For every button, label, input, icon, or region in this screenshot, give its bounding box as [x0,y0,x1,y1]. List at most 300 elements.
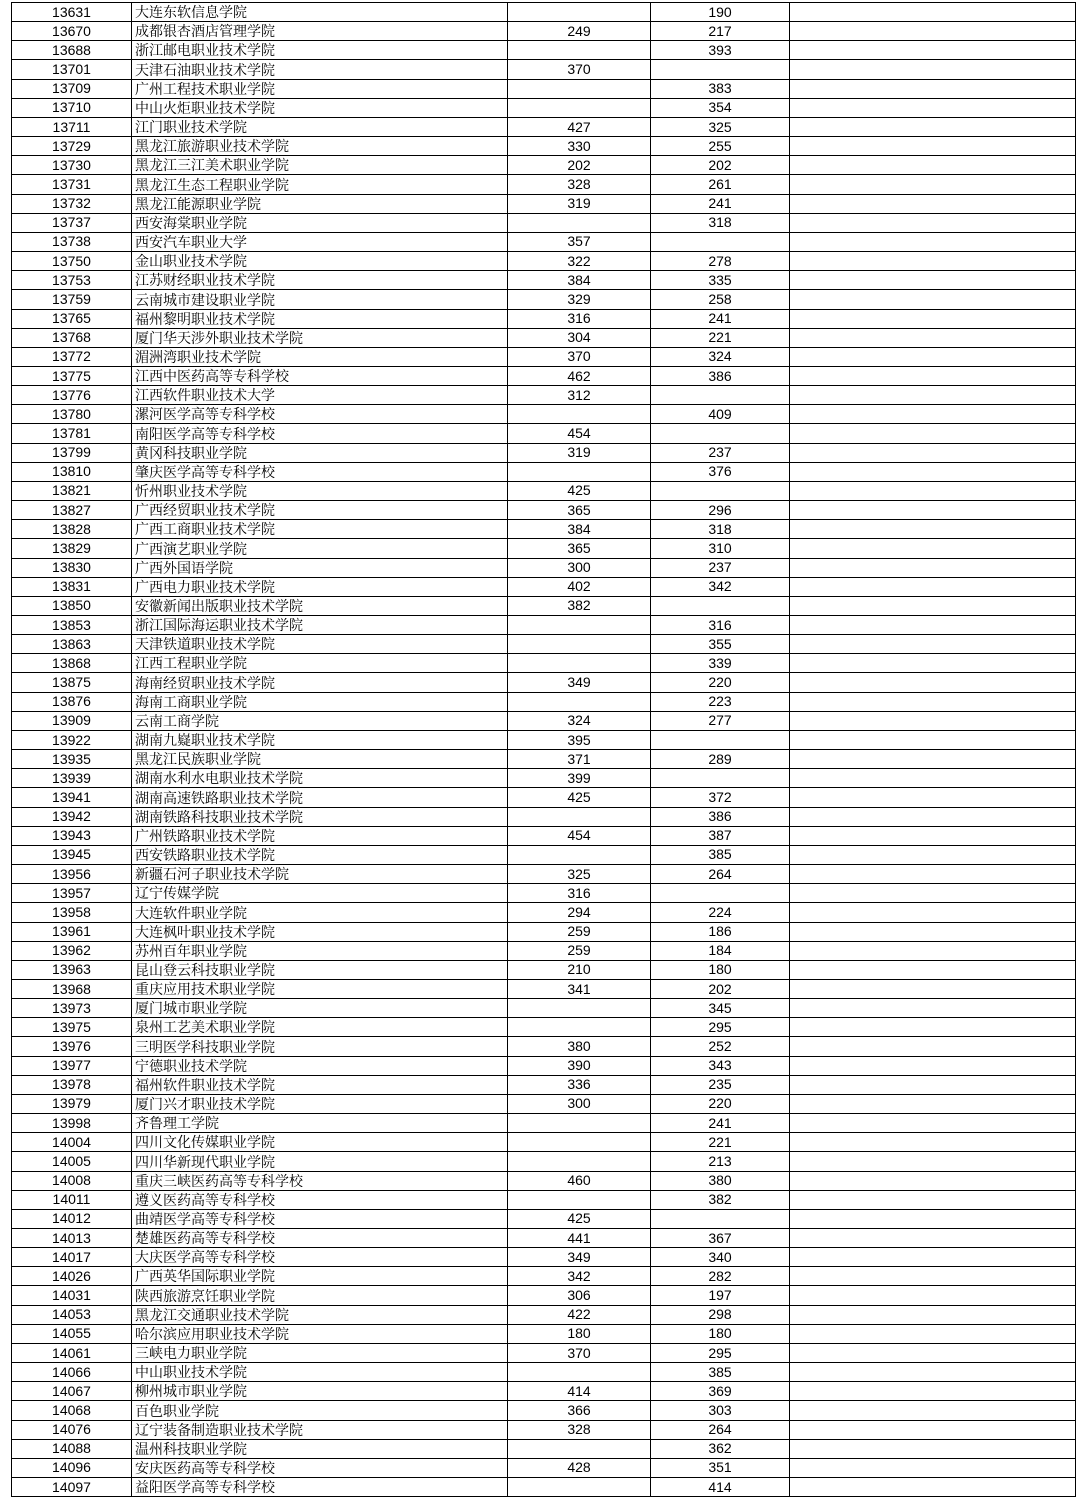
empty-cell [790,117,1076,136]
empty-cell [790,60,1076,79]
table-row [12,1056,1076,1075]
table-row [12,826,1076,845]
empty-cell [790,654,1076,673]
school-code-cell: 13850 [12,596,132,615]
school-name-cell: 广西电力职业技术学院 [132,577,508,596]
school-code-cell: 13821 [12,481,132,500]
table-row [12,769,1076,788]
table-row [12,3,1076,22]
score-col-2-cell [651,769,790,788]
table-row [12,903,1076,922]
table-row [12,884,1076,903]
table-row [12,577,1076,596]
school-name-cell: 柳州城市职业学院 [132,1382,508,1401]
empty-cell [790,979,1076,998]
score-col-2-cell: 318 [651,520,790,539]
empty-cell [790,1286,1076,1305]
empty-cell [790,1248,1076,1267]
table-row [12,1478,1076,1497]
school-code-cell: 14061 [12,1343,132,1362]
table-row [12,692,1076,711]
score-col-1-cell: 329 [508,290,651,309]
table-row [12,520,1076,539]
school-name-cell: 泉州工艺美术职业学院 [132,1018,508,1037]
school-name-cell: 三明医学科技职业学院 [132,1037,508,1056]
school-name-cell: 江西软件职业技术大学 [132,386,508,405]
score-col-1-cell: 371 [508,750,651,769]
school-code-cell: 13730 [12,156,132,175]
table-row [12,1075,1076,1094]
score-col-1-cell [508,616,651,635]
school-name-cell: 重庆三峡医药高等专科学校 [132,1171,508,1190]
school-name-cell: 大连枫叶职业技术学院 [132,922,508,941]
empty-cell [790,750,1076,769]
table-row [12,1190,1076,1209]
school-name-cell: 黑龙江能源职业学院 [132,194,508,213]
table-row [12,252,1076,271]
score-col-1-cell [508,1190,651,1209]
table-row [12,1286,1076,1305]
table-row [12,979,1076,998]
empty-cell [790,1267,1076,1286]
school-name-cell: 金山职业技术学院 [132,252,508,271]
score-col-2-cell: 372 [651,788,790,807]
score-col-1-cell [508,1363,651,1382]
school-code-cell: 13701 [12,60,132,79]
empty-cell [790,999,1076,1018]
school-name-cell: 云南城市建设职业学院 [132,290,508,309]
table-row [12,309,1076,328]
table-row [12,60,1076,79]
school-name-cell: 浙江邮电职业技术学院 [132,41,508,60]
table-row [12,558,1076,577]
school-name-cell: 广州铁路职业技术学院 [132,826,508,845]
empty-cell [790,635,1076,654]
school-code-cell: 13781 [12,424,132,443]
empty-cell [790,271,1076,290]
empty-cell [790,194,1076,213]
empty-cell [790,386,1076,405]
score-col-2-cell: 298 [651,1305,790,1324]
empty-cell [790,769,1076,788]
school-code-cell: 13799 [12,443,132,462]
school-code-cell: 13978 [12,1075,132,1094]
score-col-1-cell: 384 [508,520,651,539]
table-row [12,1152,1076,1171]
score-col-1-cell: 312 [508,386,651,405]
school-code-cell: 13810 [12,462,132,481]
school-code-cell: 13868 [12,654,132,673]
table-row [12,1439,1076,1458]
score-col-1-cell: 300 [508,558,651,577]
score-col-1-cell: 357 [508,232,651,251]
empty-cell [790,865,1076,884]
table-row [12,1018,1076,1037]
score-col-2-cell: 318 [651,213,790,232]
school-name-cell: 厦门兴才职业技术学院 [132,1094,508,1113]
school-code-cell: 13963 [12,960,132,979]
school-code-cell: 14013 [12,1229,132,1248]
score-col-2-cell: 339 [651,654,790,673]
score-col-1-cell: 460 [508,1171,651,1190]
school-code-cell: 13943 [12,826,132,845]
score-col-2-cell: 369 [651,1382,790,1401]
score-col-2-cell: 383 [651,79,790,98]
score-col-2-cell: 382 [651,1190,790,1209]
empty-cell [790,22,1076,41]
school-name-cell: 安庆医药高等专科学校 [132,1458,508,1477]
score-col-2-cell: 345 [651,999,790,1018]
score-col-1-cell: 341 [508,979,651,998]
table-row [12,1229,1076,1248]
table-row [12,673,1076,692]
table-row [12,462,1076,481]
empty-cell [790,1075,1076,1094]
empty-cell [790,941,1076,960]
score-col-1-cell: 249 [508,22,651,41]
table-row [12,1401,1076,1420]
score-col-2-cell [651,386,790,405]
school-code-cell: 13772 [12,347,132,366]
school-name-cell: 广西英华国际职业学院 [132,1267,508,1286]
score-col-1-cell: 399 [508,769,651,788]
table-row [12,711,1076,730]
score-col-2-cell: 197 [651,1286,790,1305]
score-col-1-cell [508,1133,651,1152]
score-col-2-cell: 202 [651,979,790,998]
school-code-cell: 13998 [12,1114,132,1133]
school-code-cell: 13710 [12,98,132,117]
score-col-1-cell: 380 [508,1037,651,1056]
school-name-cell: 黑龙江生态工程职业学院 [132,175,508,194]
score-col-2-cell [651,596,790,615]
school-code-cell: 13956 [12,865,132,884]
school-name-cell: 辽宁装备制造职业技术学院 [132,1420,508,1439]
school-name-cell: 湖南铁路科技职业技术学院 [132,807,508,826]
empty-cell [790,1171,1076,1190]
table-row [12,616,1076,635]
score-col-2-cell [651,481,790,500]
score-col-1-cell: 300 [508,1094,651,1113]
school-code-cell: 14012 [12,1209,132,1228]
score-col-1-cell [508,1439,651,1458]
school-code-cell: 13776 [12,386,132,405]
school-name-cell: 广州工程技术职业学院 [132,79,508,98]
table-row [12,1209,1076,1228]
score-col-1-cell: 441 [508,1229,651,1248]
school-code-cell: 13968 [12,979,132,998]
empty-cell [790,1152,1076,1171]
school-name-cell: 广西工商职业技术学院 [132,520,508,539]
empty-cell [790,1458,1076,1477]
empty-cell [790,290,1076,309]
score-col-2-cell [651,60,790,79]
score-col-2-cell [651,884,790,903]
school-code-cell: 14066 [12,1363,132,1382]
school-code-cell: 13631 [12,3,132,22]
table-row [12,941,1076,960]
score-col-2-cell: 237 [651,443,790,462]
empty-cell [790,1209,1076,1228]
school-code-cell: 14004 [12,1133,132,1152]
empty-cell [790,309,1076,328]
school-name-cell: 江西工程职业学院 [132,654,508,673]
score-col-1-cell: 425 [508,1209,651,1228]
school-code-cell: 14031 [12,1286,132,1305]
score-col-2-cell: 296 [651,501,790,520]
score-col-1-cell [508,654,651,673]
score-col-2-cell: 282 [651,1267,790,1286]
table-row [12,194,1076,213]
school-code-cell: 13962 [12,941,132,960]
score-col-1-cell [508,405,651,424]
empty-cell [790,137,1076,156]
school-name-cell: 肇庆医学高等专科学校 [132,462,508,481]
school-name-cell: 忻州职业技术学院 [132,481,508,500]
school-name-cell: 海南经贸职业技术学院 [132,673,508,692]
score-col-1-cell: 328 [508,1420,651,1439]
school-code-cell: 13957 [12,884,132,903]
school-code-cell: 13976 [12,1037,132,1056]
table-row [12,290,1076,309]
table-row [12,730,1076,749]
score-col-2-cell: 289 [651,750,790,769]
score-col-2-cell: 223 [651,692,790,711]
school-name-cell: 百色职业学院 [132,1401,508,1420]
school-code-cell: 14005 [12,1152,132,1171]
score-col-2-cell: 264 [651,865,790,884]
score-col-1-cell: 382 [508,596,651,615]
score-col-2-cell: 213 [651,1152,790,1171]
empty-cell [790,501,1076,520]
table-row [12,1382,1076,1401]
school-name-cell: 湄洲湾职业技术学院 [132,347,508,366]
school-code-cell: 13961 [12,922,132,941]
school-code-cell: 14026 [12,1267,132,1286]
score-col-1-cell: 365 [508,539,651,558]
school-code-cell: 13935 [12,750,132,769]
table-row [12,213,1076,232]
school-code-cell: 13732 [12,194,132,213]
table-row [12,22,1076,41]
empty-cell [790,1401,1076,1420]
school-code-cell: 13958 [12,903,132,922]
score-col-1-cell: 427 [508,117,651,136]
school-name-cell: 齐鲁理工学院 [132,1114,508,1133]
school-code-cell: 13853 [12,616,132,635]
school-name-cell: 四川华新现代职业学院 [132,1152,508,1171]
table-row [12,1324,1076,1343]
score-col-1-cell [508,692,651,711]
school-name-cell: 成都银杏酒店管理学院 [132,22,508,41]
score-col-2-cell: 252 [651,1037,790,1056]
score-col-2-cell [651,730,790,749]
score-col-2-cell: 221 [651,328,790,347]
table-row [12,750,1076,769]
score-col-2-cell: 261 [651,175,790,194]
school-code-cell: 13711 [12,117,132,136]
school-name-cell: 宁德职业技术学院 [132,1056,508,1075]
score-col-2-cell: 335 [651,271,790,290]
school-code-cell: 13829 [12,539,132,558]
empty-cell [790,328,1076,347]
school-code-cell: 13768 [12,328,132,347]
school-name-cell: 昆山登云科技职业学院 [132,960,508,979]
school-name-cell: 海南工商职业学院 [132,692,508,711]
score-col-2-cell: 241 [651,309,790,328]
school-name-cell: 曲靖医学高等专科学校 [132,1209,508,1228]
score-col-1-cell: 370 [508,1343,651,1362]
score-col-2-cell: 186 [651,922,790,941]
score-col-1-cell [508,213,651,232]
empty-cell [790,252,1076,271]
score-col-2-cell: 235 [651,1075,790,1094]
school-code-cell: 13759 [12,290,132,309]
admission-score-table [11,2,1076,1497]
school-code-cell: 14096 [12,1458,132,1477]
score-col-1-cell: 202 [508,156,651,175]
score-col-1-cell: 325 [508,865,651,884]
score-col-1-cell [508,79,651,98]
table-row [12,539,1076,558]
table-row [12,175,1076,194]
score-col-1-cell: 210 [508,960,651,979]
score-col-2-cell: 255 [651,137,790,156]
score-col-1-cell [508,1152,651,1171]
school-name-cell: 天津石油职业技术学院 [132,60,508,79]
empty-cell [790,1114,1076,1133]
score-col-2-cell: 409 [651,405,790,424]
empty-cell [790,462,1076,481]
school-name-cell: 遵义医药高等专科学校 [132,1190,508,1209]
score-col-2-cell: 343 [651,1056,790,1075]
score-col-1-cell: 319 [508,194,651,213]
school-code-cell: 13863 [12,635,132,654]
score-col-1-cell: 330 [508,137,651,156]
empty-cell [790,213,1076,232]
table-row [12,501,1076,520]
score-col-1-cell: 414 [508,1382,651,1401]
score-col-1-cell: 322 [508,252,651,271]
score-col-1-cell: 259 [508,941,651,960]
school-code-cell: 14055 [12,1324,132,1343]
empty-cell [790,1037,1076,1056]
score-col-1-cell [508,1478,651,1497]
score-col-1-cell [508,845,651,864]
empty-cell [790,366,1076,385]
school-code-cell: 13670 [12,22,132,41]
score-col-1-cell: 390 [508,1056,651,1075]
score-col-1-cell: 402 [508,577,651,596]
table-row [12,807,1076,826]
score-col-2-cell: 220 [651,673,790,692]
empty-cell [790,884,1076,903]
score-col-2-cell: 278 [651,252,790,271]
score-col-1-cell [508,41,651,60]
school-name-cell: 西安铁路职业技术学院 [132,845,508,864]
table-row [12,347,1076,366]
score-col-2-cell: 351 [651,1458,790,1477]
empty-cell [790,1439,1076,1458]
score-col-1-cell: 316 [508,309,651,328]
empty-cell [790,405,1076,424]
table-row [12,1343,1076,1362]
table-row [12,443,1076,462]
empty-cell [790,1382,1076,1401]
school-code-cell: 13939 [12,769,132,788]
empty-cell [790,730,1076,749]
school-name-cell: 漯河医学高等专科学校 [132,405,508,424]
empty-cell [790,1190,1076,1209]
school-name-cell: 新疆石河子职业技术学院 [132,865,508,884]
table-row [12,999,1076,1018]
empty-cell [790,347,1076,366]
school-code-cell: 13941 [12,788,132,807]
empty-cell [790,960,1076,979]
table-row [12,386,1076,405]
school-code-cell: 13729 [12,137,132,156]
school-name-cell: 广西经贸职业技术学院 [132,501,508,520]
empty-cell [790,1229,1076,1248]
table-row [12,1037,1076,1056]
school-code-cell: 14076 [12,1420,132,1439]
score-col-2-cell: 295 [651,1343,790,1362]
empty-cell [790,1324,1076,1343]
school-code-cell: 14017 [12,1248,132,1267]
school-name-cell: 黑龙江交通职业技术学院 [132,1305,508,1324]
score-col-2-cell: 376 [651,462,790,481]
school-name-cell: 中山火炬职业技术学院 [132,98,508,117]
table-row [12,232,1076,251]
table-row [12,788,1076,807]
score-col-2-cell: 340 [651,1248,790,1267]
score-col-1-cell: 342 [508,1267,651,1286]
table-row [12,1248,1076,1267]
school-name-cell: 哈尔滨应用职业技术学院 [132,1324,508,1343]
school-name-cell: 黑龙江旅游职业技术学院 [132,137,508,156]
score-col-1-cell: 365 [508,501,651,520]
empty-cell [790,232,1076,251]
score-col-1-cell: 428 [508,1458,651,1477]
school-code-cell: 14008 [12,1171,132,1190]
empty-cell [790,520,1076,539]
score-col-2-cell: 295 [651,1018,790,1037]
empty-cell [790,903,1076,922]
school-name-cell: 广西演艺职业学院 [132,539,508,558]
school-code-cell: 14053 [12,1305,132,1324]
school-name-cell: 重庆应用技术职业学院 [132,979,508,998]
table-row [12,1133,1076,1152]
table-row [12,635,1076,654]
empty-cell [790,539,1076,558]
school-code-cell: 13828 [12,520,132,539]
empty-cell [790,156,1076,175]
school-code-cell: 13709 [12,79,132,98]
table-row [12,596,1076,615]
school-code-cell: 13979 [12,1094,132,1113]
empty-cell [790,558,1076,577]
table-row [12,1171,1076,1190]
score-col-2-cell: 190 [651,3,790,22]
table-row [12,1305,1076,1324]
score-col-1-cell: 328 [508,175,651,194]
score-col-2-cell: 380 [651,1171,790,1190]
school-code-cell: 14011 [12,1190,132,1209]
school-name-cell: 广西外国语学院 [132,558,508,577]
score-col-2-cell [651,1209,790,1228]
school-name-cell: 三峡电力职业学院 [132,1343,508,1362]
school-name-cell: 大连东软信息学院 [132,3,508,22]
